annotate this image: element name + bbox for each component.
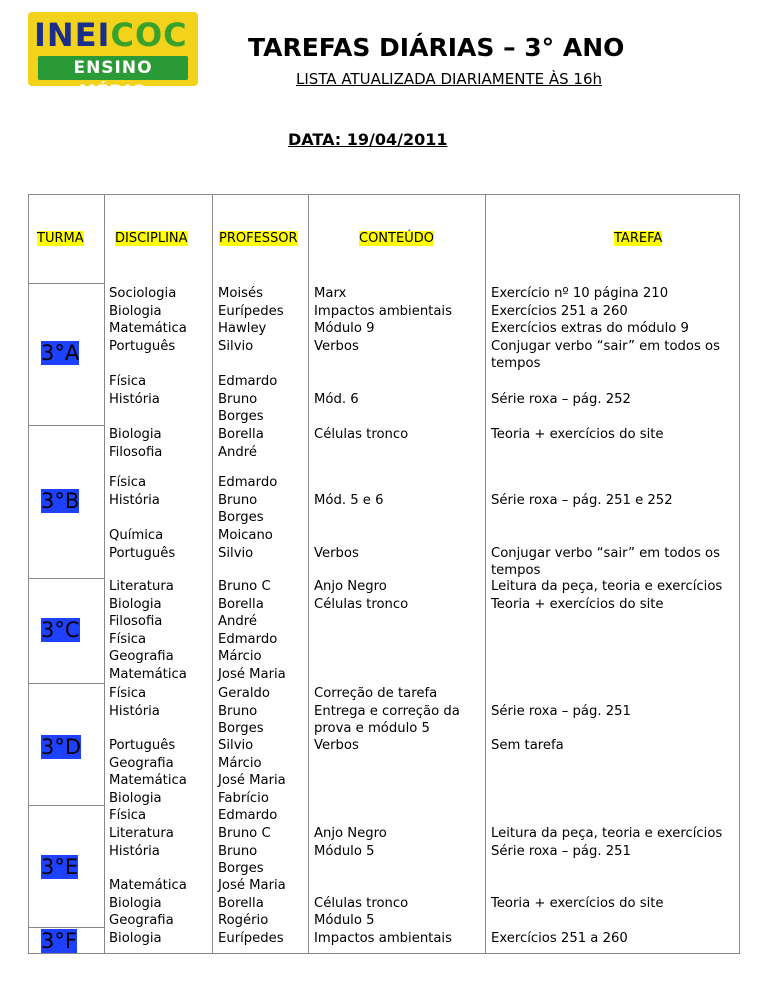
turma-label: 3°E (41, 855, 79, 879)
turma-label: 3°D (41, 735, 82, 759)
cell-conteudo: Anjo Negro Células tronco (314, 579, 409, 612)
row-divider (29, 425, 104, 426)
cell-professor: Bruno C Borella André Edmardo Márcio José Maria (218, 579, 286, 682)
school-logo (28, 12, 198, 102)
cell-tarefa: Série roxa – pág. 251 (491, 703, 631, 719)
cell-disciplina: Biologia Filosofia (109, 427, 163, 460)
cell-conteudo: Células tronco (314, 427, 409, 442)
row-divider (29, 805, 104, 806)
cell-professor: Moisés Eurípedes Hawley Silvio (218, 286, 284, 354)
cell-professor: Bruno C Bruno Borges (218, 826, 271, 876)
cell-tarefa: Exercício nº 10 página 210 Exercícios 251 a 260 Exercícios extras do módulo 9 Conjugar verbo “sair” em todos os tempos (491, 286, 720, 371)
cell-disciplina: Física História (109, 475, 160, 508)
date-label: DATA: 19/04/2011 (288, 130, 448, 149)
cell-conteudo: Anjo Negro Módulo 5 (314, 826, 387, 859)
cell-disciplina: Literatura Biologia Filosofia Física Geografia Matemática (109, 579, 187, 682)
column-divider (104, 195, 105, 953)
header-disciplina: DISCIPLINA (115, 231, 188, 246)
cell-disciplina: Química Português (109, 528, 176, 561)
column-divider (308, 195, 309, 953)
cell-professor: Silvio Márcio José Maria Fabrício Edmardo (218, 738, 286, 823)
cell-disciplina: Literatura História (109, 826, 174, 859)
cell-conteudo: Verbos (314, 545, 359, 561)
cell-professor: Borella André (218, 427, 264, 460)
cell-disciplina: Matemática Biologia Geografia Biologia (109, 878, 187, 946)
page-title: TAREFAS DIÁRIAS – 3° ANO (248, 33, 625, 62)
cell-tarefa: Série roxa – pág. 251 e 252 (491, 492, 673, 508)
cell-tarefa: Conjugar verbo “sair” em todos os tempos (491, 545, 720, 578)
header-tarefa: TAREFA (614, 231, 663, 246)
header-professor: PROFESSOR (219, 231, 298, 246)
row-divider (29, 683, 104, 684)
cell-conteudo: Mód. 6 (314, 391, 359, 407)
header-turma: TURMA (37, 231, 84, 246)
cell-professor: Moicano Silvio (218, 528, 273, 561)
cell-disciplina: Física História (109, 686, 160, 719)
cell-tarefa: Leitura da peça, teoria e exercícios Série roxa – pág. 251 (491, 826, 723, 859)
cell-conteudo: Mód. 5 e 6 (314, 492, 384, 508)
cell-professor: Geraldo Bruno Borges (218, 686, 270, 736)
turma-label: 3°B (41, 489, 80, 513)
cell-tarefa: Teoria + exercícios do site Exercícios 251 a 260 (491, 895, 664, 946)
turma-label: 3°C (41, 618, 80, 642)
cell-disciplina: Sociologia Biologia Matemática Português (109, 286, 187, 354)
cell-conteudo: Células tronco Módulo 5 Impactos ambientais (314, 895, 452, 946)
cell-conteudo: Marx Impactos ambientais Módulo 9 Verbos (314, 286, 452, 354)
page-subtitle: LISTA ATUALIZADA DIARIAMENTE ÀS 16h (296, 70, 602, 88)
cell-tarefa: Série roxa – pág. 252 (491, 391, 631, 407)
turma-label: 3°F (41, 929, 77, 953)
logo-wordmark: INEICOC (34, 16, 188, 54)
cell-disciplina: Português Geografia Matemática Biologia Física (109, 738, 187, 823)
cell-tarefa: Teoria + exercícios do site (491, 427, 664, 442)
cell-professor: Edmardo Bruno Borges (218, 475, 278, 525)
column-divider (485, 195, 486, 953)
cell-tarefa: Sem tarefa (491, 738, 564, 753)
logo-subtitle: ENSINO MÉDIO (38, 56, 188, 80)
cell-professor: José Maria Borella Rogério Eurípedes (218, 878, 286, 946)
cell-disciplina: Física História (109, 374, 160, 407)
row-divider (29, 578, 104, 579)
cell-tarefa: Leitura da peça, teoria e exercícios Teoria + exercícios do site (491, 579, 723, 612)
cell-conteudo: Correção de tarefa Entrega e correção da prova e módulo 5 (314, 686, 460, 736)
cell-professor: Edmardo Bruno Borges (218, 374, 278, 424)
row-divider (29, 927, 104, 928)
cell-conteudo: Verbos (314, 738, 359, 753)
tasks-table (28, 194, 740, 954)
header-conteudo: CONTEÚDO (359, 231, 434, 246)
turma-label: 3°A (41, 341, 80, 365)
column-divider (212, 195, 213, 953)
row-divider (29, 283, 104, 284)
